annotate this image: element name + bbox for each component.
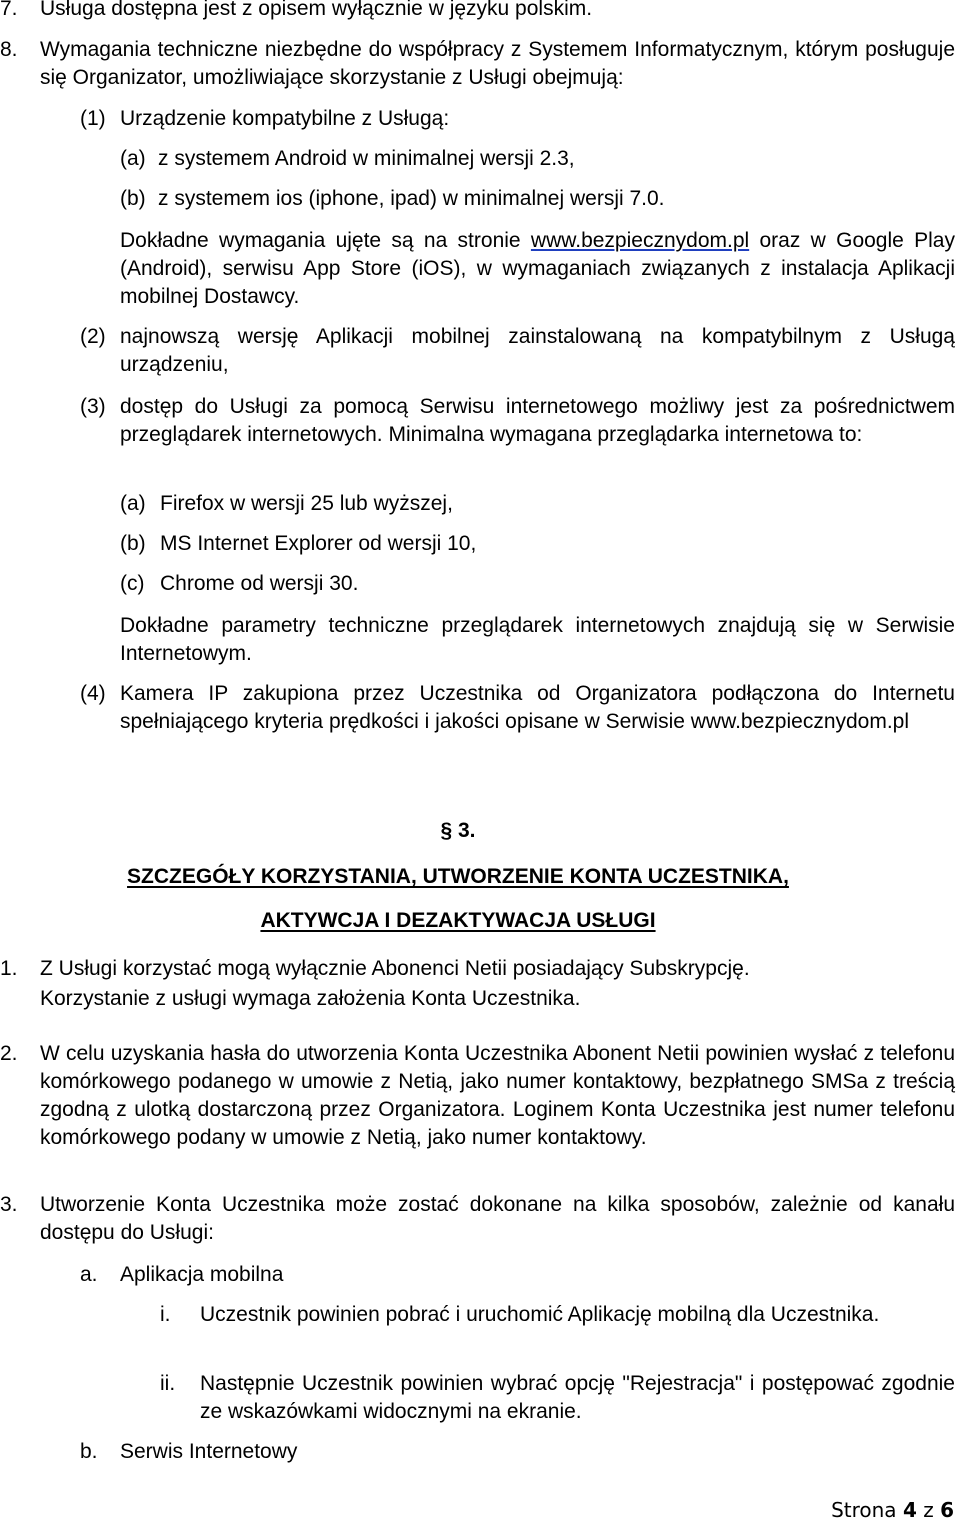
req-3b-text: MS Internet Explorer od wersji 10, xyxy=(160,532,477,555)
req-3-details-note: Dokładne parametry techniczne przeglądarek internetowych znajdują się w Serwisie Internetowym. xyxy=(120,614,955,665)
s3-item-3b-letter: b. xyxy=(80,1440,98,1463)
s3-item-1-line-1: Z Usługi korzystać mogą wyłącznie Abonenci Netii posiadający Subskrypcję. xyxy=(40,957,750,980)
s3-item-3-text: Utworzenie Konta Uczestnika może zostać dokonane na kilka sposobów, zależnie od kanału dostępu do Usługi: xyxy=(40,1193,955,1244)
req-1-note-post: oraz w Google Play (Android), serwisu App Store (iOS), w wymaganiach związanych z instalacja Aplikacji mobilnej Dostawcy. xyxy=(120,229,955,308)
s3-item-2-text: W celu uzyskania hasła do utworzenia Konta Uczestnika Abonent Netii powinien wysłać z telefonu komórkowego podanego w umowie z Netią, jako numer kontaktowy, bezpłatnego SMSa z treścią zgodną z ulotką dostarczoną przez Organizatora. Loginem Konta Uczestnika jest numer telefonu komórkowego podany w umowie z Netią, jako numer kontaktowy. xyxy=(40,1042,955,1149)
req-1b-letter: (b) xyxy=(120,187,146,210)
req-2-number: (2) xyxy=(80,325,106,348)
s3-item-3a-i-text: Uczestnik powinien pobrać i uruchomić Aplikację mobilną dla Uczestnika. xyxy=(200,1303,880,1326)
s3-item-3a-ii-number: ii. xyxy=(160,1372,176,1395)
req-2-text: najnowszą wersję Aplikacji mobilnej zainstalowaną na kompatybilnym z Usługą urządzeniu, xyxy=(120,325,955,376)
s3-item-3-number: 3. xyxy=(0,1193,18,1216)
s3-item-3a-letter: a. xyxy=(80,1263,98,1286)
item-7-number: 7. xyxy=(0,0,18,20)
req-1b-text: z systemem ios (iphone, ipad) w minimalnej wersji 7.0. xyxy=(158,187,665,210)
req-3a-letter: (a) xyxy=(120,492,146,515)
req-3c-letter: (c) xyxy=(120,572,145,595)
req-3-text: dostęp do Usługi za pomocą Serwisu internetowego możliwy jest za pośrednictwem przeglądarek internetowych. Minimalna wymagana przeglądarka internetowa to: xyxy=(120,395,955,446)
heading-line-2-text: AKTYWCJA I DEZAKTYWACJA USŁUGI xyxy=(260,909,656,932)
footer-page-number: 4 xyxy=(902,1498,917,1522)
footer-label: Strona xyxy=(831,1498,897,1522)
bezpiecznydom-link[interactable]: www.bezpiecznydom.pl xyxy=(530,229,750,252)
page-footer xyxy=(831,1496,954,1524)
req-1-number: (1) xyxy=(80,107,106,130)
s3-item-3a-i-number: i. xyxy=(160,1303,171,1326)
req-1-text: Urządzenie kompatybilne z Usługą: xyxy=(120,107,450,130)
req-3b-letter: (b) xyxy=(120,532,146,555)
req-3c-text: Chrome od wersji 30. xyxy=(160,572,359,595)
s3-item-1-number: 1. xyxy=(0,957,18,980)
footer-total-pages: 6 xyxy=(940,1498,954,1522)
section-3-heading-line-2 xyxy=(0,907,916,935)
s3-item-3a-text: Aplikacja mobilna xyxy=(120,1263,284,1286)
s3-item-2-number: 2. xyxy=(0,1042,18,1065)
s3-item-1-line-2: Korzystanie z usługi wymaga założenia Konta Uczestnika. xyxy=(40,987,581,1010)
heading-line-1-text: SZCZEGÓŁY KORZYSTANIA, UTWORZENIE KONTA UCZESTNIKA, xyxy=(127,865,789,888)
s3-item-3a-ii-text: Następnie Uczestnik powinien wybrać opcję "Rejestracja" i postępować zgodnie ze wskazówkami widocznymi na ekranie. xyxy=(200,1372,955,1423)
s3-item-3b-text: Serwis Internetowy xyxy=(120,1440,298,1463)
req-3-number: (3) xyxy=(80,395,106,418)
req-4-number: (4) xyxy=(80,682,106,705)
section-3-heading-line-1 xyxy=(0,863,916,891)
item-8-text: Wymagania techniczne niezbędne do współpracy z Systemem Informatycznym, którym posługuje się Organizator, umożliwiające skorzystanie z Usługi obejmują: xyxy=(40,38,955,89)
footer-separator: z xyxy=(923,1498,934,1522)
item-8-number: 8. xyxy=(0,38,18,61)
item-7-text: Usługa dostępna jest z opisem wyłącznie w języku polskim. xyxy=(40,0,593,20)
req-1-note-pre: Dokładne wymagania ujęte są na stronie xyxy=(120,229,531,252)
req-1-details-note xyxy=(120,227,955,311)
req-3a-text: Firefox w wersji 25 lub wyższej, xyxy=(160,492,453,515)
req-1a-text: z systemem Android w minimalnej wersji 2.3, xyxy=(158,147,575,170)
req-4-text: Kamera IP zakupiona przez Uczestnika od Organizatora podłączona do Internetu spełniającego kryteria prędkości i jakości opisane w Serwisie www.bezpiecznydom.pl xyxy=(120,682,955,733)
req-1a-letter: (a) xyxy=(120,147,146,170)
section-3-mark: § 3. xyxy=(440,819,476,842)
